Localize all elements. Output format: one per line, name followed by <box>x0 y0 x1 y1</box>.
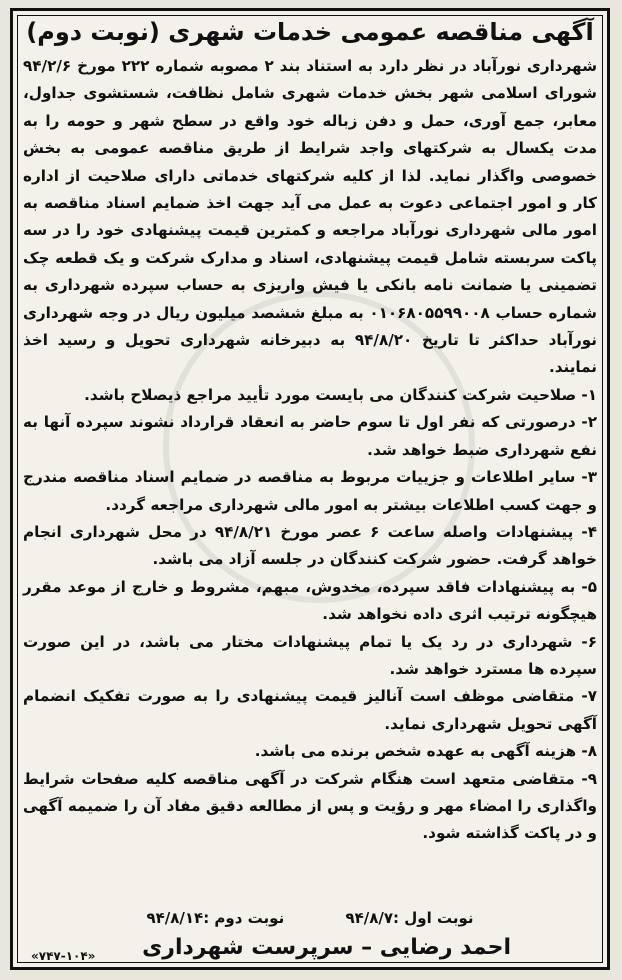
condition-4: ۴- پیشنهادات واصله ساعت ۶ عصر مورخ ۹۴/۸/۲۱ در محل شهرداری انجام خواهد گرفت. حضور شرکت کنندگان در جلسه آزاد می باشد. <box>23 522 598 569</box>
condition-5: ۵- به پیشنهادات فاقد سپرده، مخدوش، مبهم، مشروط و خارج از موعد مقرر هیچگونه ترتیب اثری داده نخواهد شد. <box>23 577 597 624</box>
condition-8: ۸- هزینه آگهی به عهده شخص برنده می باشد. <box>254 742 597 761</box>
notice-intro: شهرداری نورآباد در نظر دارد به استناد بند ۲ مصوبه شماره ۲۲۲ مورخ ۹۴/۲/۶ شورای اسلامی شهر بخش خدمات شهری شامل نظافت، شستشوی جداول، معابر، جمع آوری، حمل و دفن زباله خود واقع در سطح شهر و حومه را به مدت یکسال به شرکتهای واجد شرایط از طریق مناقصه عمومی به بخش خصوصی واگذار نماید. لذا از کلیه شرکتهای خدماتی دارای صلاحیت از اداره کار و امور اجتماعی دعوت به عمل می آید جهت اخذ ضمایم اسناد مناقصه به امور مالی شهرداری نورآباد مراجعه و کمترین قیمت پیشنهادی خود را در سه پاکت سربسته شامل قیمت پیشنهادی، اسناد و مدارک شرکت و یک قطعه چک تضمینی یا ضمانت نامه بانکی یا فیش واریزی به حساب سپرده شهرداری به شماره حساب ۰۱۰۶۸۰۵۵۹۹۰۰۸ به مبلغ ششصد میلیون ریال در وجه شهرداری نورآباد حداکثر تا تاریخ ۹۴/۸/۲۰ به دبیرخانه شهرداری تحویل و رسید اخذ نمایند. <box>23 57 597 377</box>
notice-code: «۷۴۷-۱۰۴» <box>31 949 96 963</box>
publication-dates <box>23 909 597 927</box>
first-round-date: نوبت اول :۹۴/۸/۷ <box>345 909 474 927</box>
notice-frame <box>10 8 610 970</box>
condition-9: ۹- متقاضی متعهد است هنگام شرکت در آگهی مناقصه کلیه صفحات شرایط واگذاری را امضاء مهر و رؤیت و پس از مطالعه دقیق مفاد آن را ضمیمه آگهی و در پاکت گذاشته شود. <box>23 769 597 843</box>
condition-2: ۲- درصورتی که نفر اول تا سوم حاضر به انعقاد قرارداد نشوند سپرده آنها به نفع شهرداری ضبط خواهد شد. <box>23 413 597 459</box>
notice-body <box>23 53 597 848</box>
condition-7: ۷- متقاضی موظف است آنالیز قیمت پیشنهادی را به صورت تفکیک انضمام آگهی تحویل شهرداری نماید. <box>23 687 597 733</box>
condition-1: ۱- صلاحیت شرکت کنندگان می بایست مورد تأیید مراجع ذیصلاح باشد. <box>84 385 597 404</box>
second-round-date: نوبت دوم :۹۴/۸/۱۴ <box>146 909 285 927</box>
condition-3: ۳- سایر اطلاعات و جزییات مربوط به مناقصه در ضمایم اسناد مناقصه مندرج و جهت کسب اطلاعات بیشتر به امور مالی شهرداری مراجعه گردد. <box>23 468 597 514</box>
condition-6: ۶- شهرداری در رد یک یا تمام پیشنهادات مختار می باشد، در این صورت سپرده ها مسترد خواهد شد. <box>23 632 597 678</box>
signer-name: احمد رضایی – سرپرست شهرداری <box>142 935 511 960</box>
notice-title: آگهی مناقصه عمومی خدمات شهری (نوبت دوم) <box>26 18 594 46</box>
